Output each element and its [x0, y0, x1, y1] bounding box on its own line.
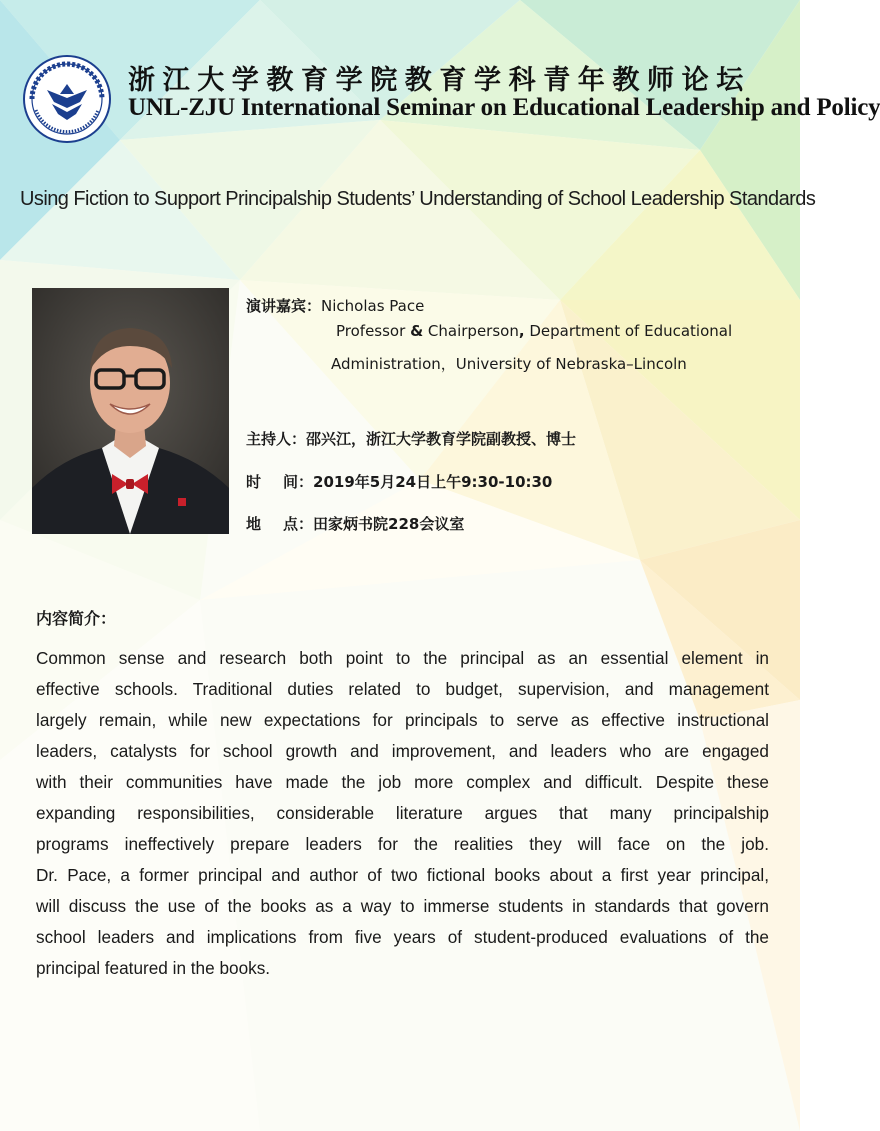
speaker-label: 演讲嘉宾：	[246, 297, 322, 315]
time-label-first: 时	[246, 473, 262, 491]
abstract-heading: 内容简介：	[36, 609, 117, 628]
abstract-line: Dr. Pace, a former principal and author of two fictional books about a first year principal,	[36, 865, 769, 885]
abstract-line: with their communities have made the job more complex and difficult. Despite these	[36, 772, 769, 792]
university-seal-icon	[22, 54, 112, 144]
speaker-portrait	[32, 288, 229, 534]
talk-title: Using Fiction to Support Principalship Students’ Understanding of School Leadership Standards	[20, 188, 816, 210]
abstract-line: effective schools. Traditional duties related to budget, supervision, and management	[36, 679, 769, 699]
forum-title-english: UNL-ZJU International Seminar on Educational Leadership and Policy	[128, 94, 880, 121]
time-value: 2019年5月24日上午9:30-10:30	[313, 473, 553, 491]
speaker-row	[246, 295, 424, 316]
abstract-line: Common sense and research both point to the principal as an essential element in	[36, 648, 769, 668]
place-label-first: 地	[246, 515, 262, 533]
abstract-line: expanding responsibilities, considerable literature argues that many principalship	[36, 803, 769, 823]
speaker-title-part-b: Chairperson	[423, 322, 519, 340]
speaker-title-part-a: Professor	[336, 322, 411, 340]
time-row	[246, 471, 552, 492]
abstract-line: school leaders and implications from five years of student-produced evaluations of the	[36, 927, 769, 947]
forum-title-chinese: 浙江大学教育学院教育学科青年教师论坛	[128, 65, 751, 96]
speaker-title-line2: Administration，University of Nebraska–Lincoln	[331, 355, 687, 373]
host-label: 主持人：	[246, 430, 307, 448]
time-label-second: 间：	[283, 473, 314, 491]
abstract-line: largely remain, while new expectations for principals to serve as effective instructional	[36, 710, 769, 730]
host-row	[246, 428, 576, 449]
abstract-line: principal featured in the books.	[36, 958, 271, 978]
speaker-name: Nicholas Pace	[321, 297, 425, 315]
place-label-second: 点：	[283, 515, 314, 533]
abstract-line: will discuss the use of the books as a way to immerse students in standards that govern	[36, 896, 769, 916]
host-value: 邵兴江，浙江大学教育学院副教授、博士	[306, 430, 577, 448]
speaker-title-part-c: Department of Educational	[524, 322, 733, 340]
speaker-title-line1	[336, 322, 732, 340]
place-row	[246, 513, 464, 534]
place-value: 田家炳书院228会议室	[313, 515, 465, 533]
abstract-line: leaders, catalysts for school growth and improvement, and leaders who are engaged	[36, 741, 769, 761]
speaker-title-comma: ,	[518, 322, 525, 340]
speaker-title-ampersand: &	[410, 322, 424, 340]
abstract-body	[36, 643, 776, 984]
abstract-line: programs ineffectively prepare leaders for the realities they will face on the job.	[36, 834, 769, 854]
